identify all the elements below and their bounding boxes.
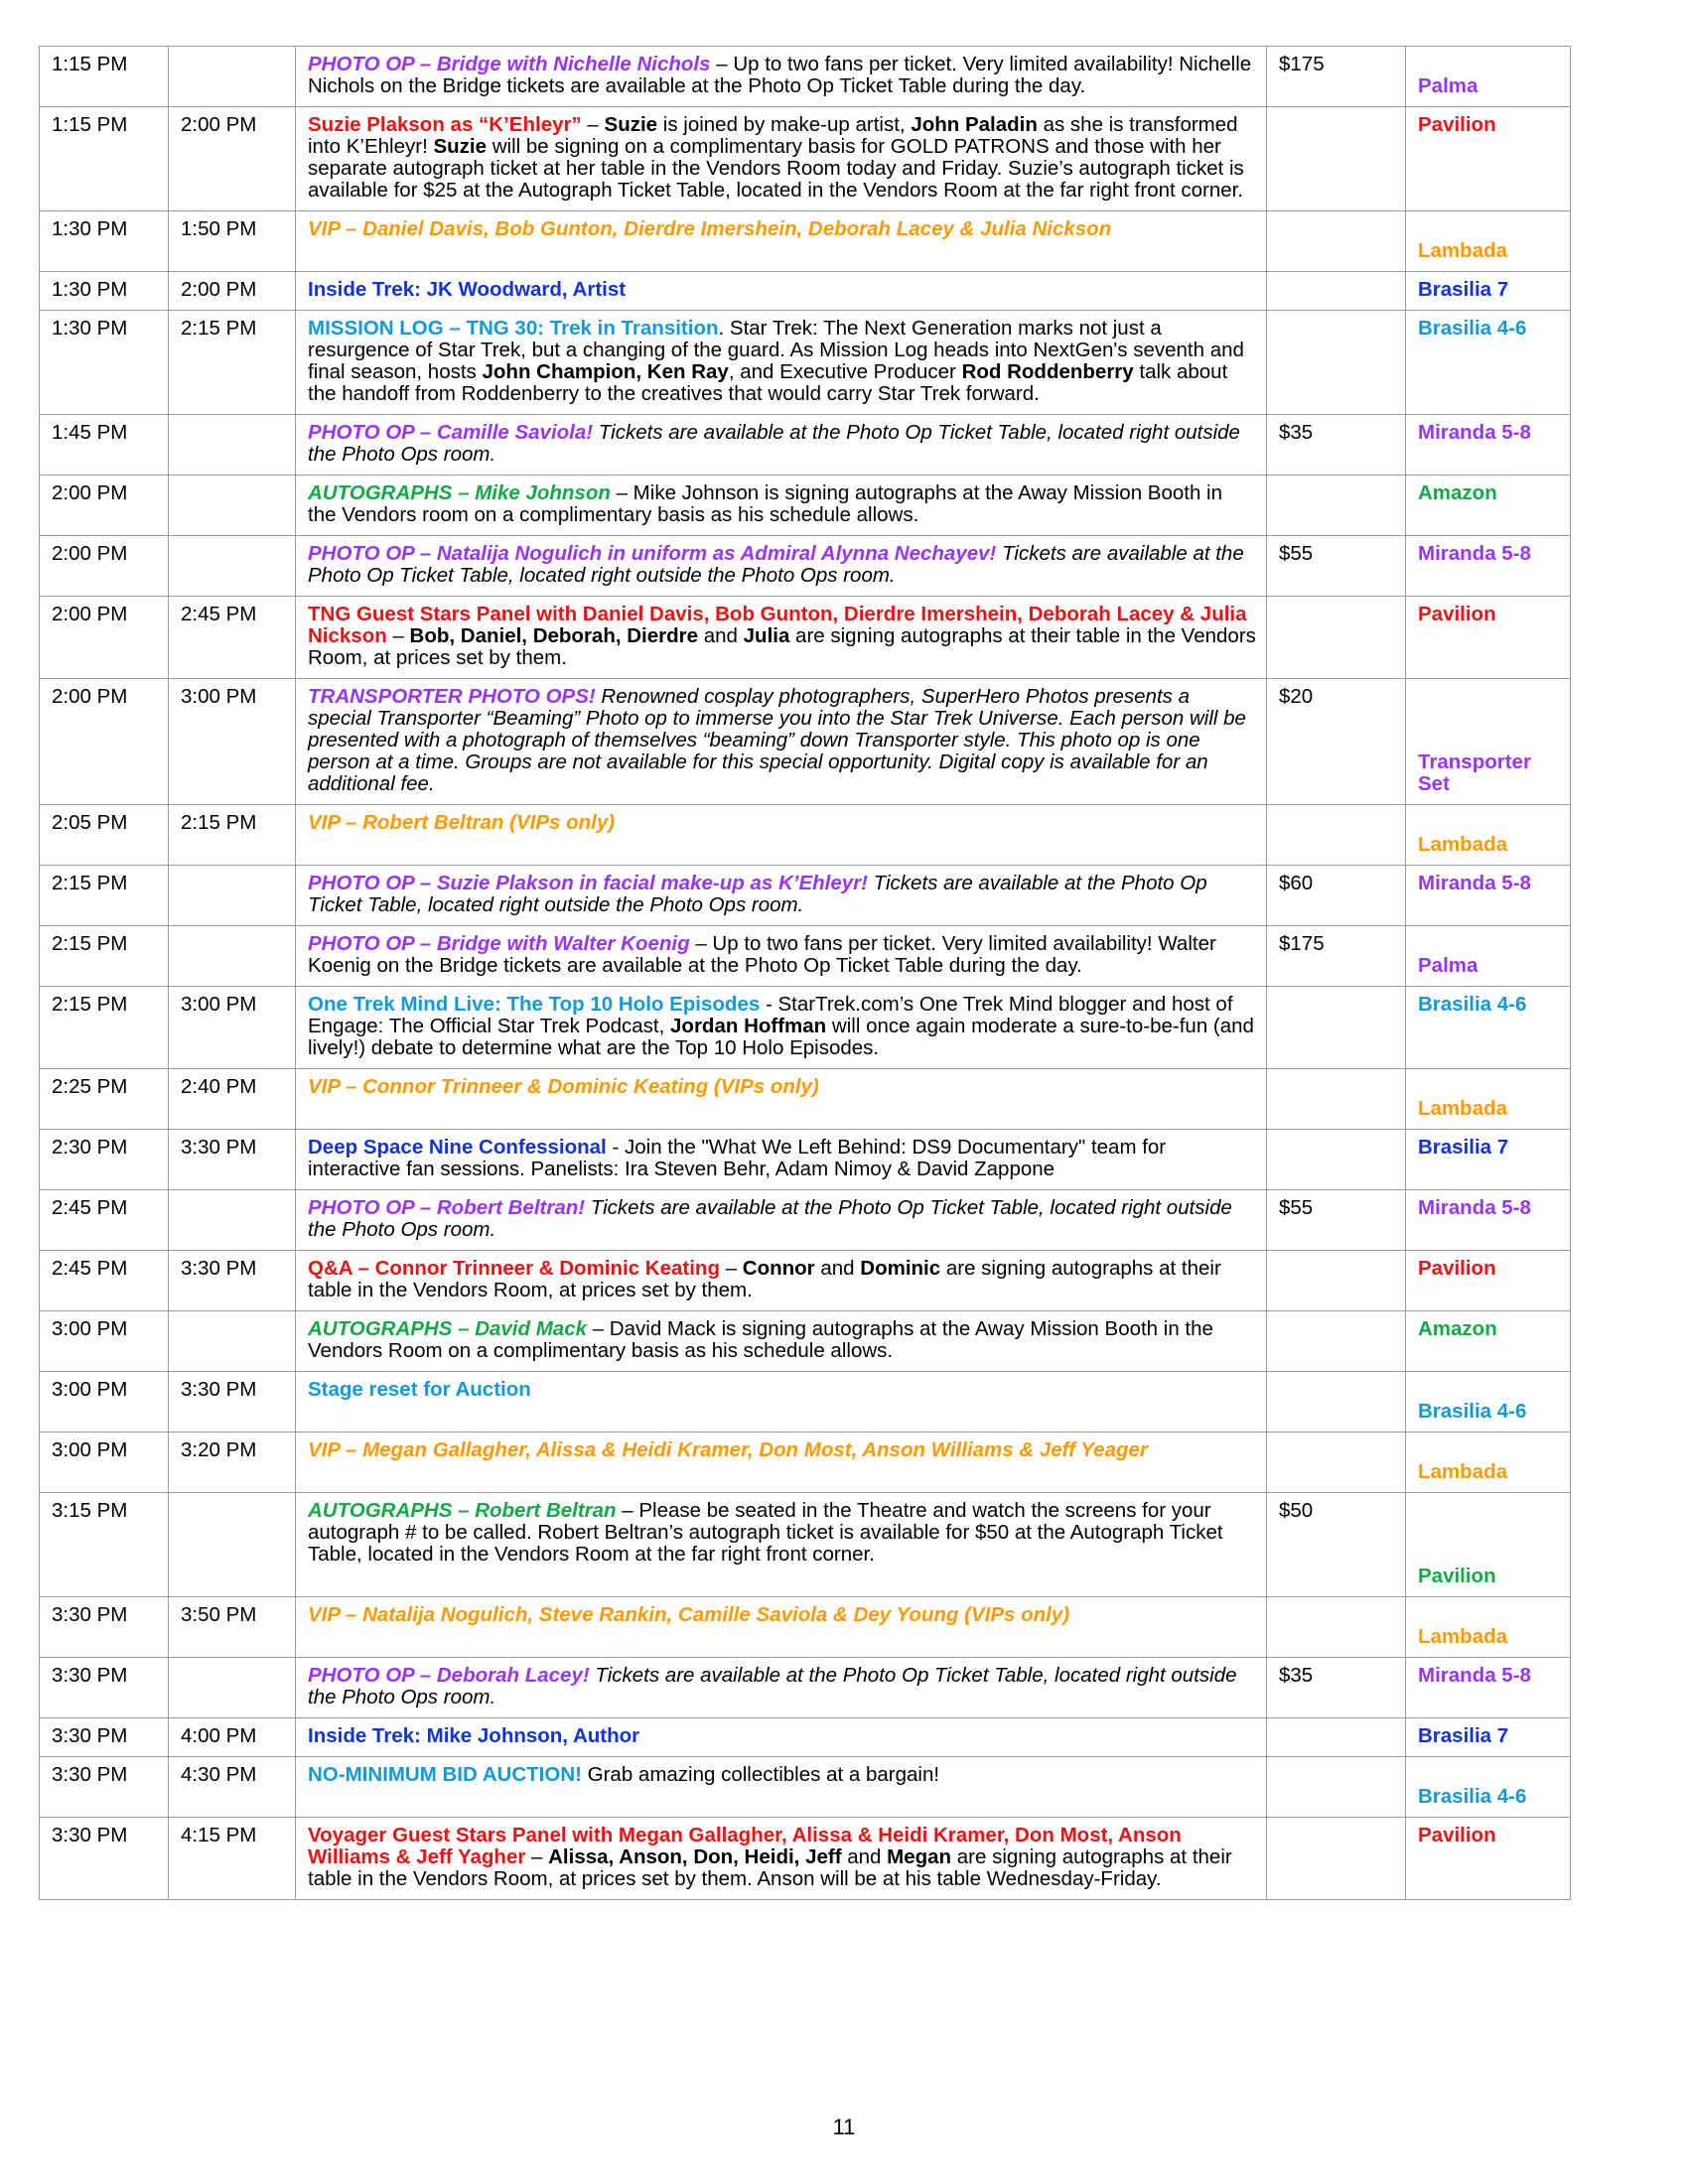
event-text: will be signing on a complimentary basis for GOLD PATRONS and those with her separate autograph ticket at her table in the Vendors Room today and Friday. Suzie’s autograph ticket is available for $25 at the Autograph Ticket Table, located in the Vendors Room at the far right front corner. (308, 135, 1244, 202)
event-description (296, 1493, 1267, 1597)
schedule-row (40, 1757, 1571, 1818)
event-text: Jordan Hoffman (670, 1015, 827, 1037)
room-cell (1406, 1718, 1571, 1757)
event-text: and (698, 624, 744, 647)
room-name: Brasilia 4-6 (1418, 317, 1527, 340)
start-time: 3:15 PM (40, 1493, 169, 1597)
event-description (296, 1372, 1267, 1433)
start-time: 2:15 PM (40, 926, 169, 987)
schedule-row (40, 1311, 1571, 1372)
room-name: Palma (1418, 74, 1478, 97)
ticket-price: $35 (1267, 415, 1406, 476)
ticket-price: $20 (1267, 679, 1406, 805)
event-text: Tickets are available at the Photo Op Ticket Table, located right outside the Photo Ops room. (308, 421, 1240, 466)
event-text: - Join the "What We Left Behind: DS9 Documentary" team for interactive fan sessions. Panelists: Ira Steven Behr, Adam Nimoy & David Zappone (308, 1136, 1167, 1180)
room-cell (1406, 597, 1571, 679)
schedule-row (40, 679, 1571, 805)
event-text: – (525, 1845, 549, 1868)
start-time: 1:30 PM (40, 311, 169, 415)
event-text: - StarTrek.com’s One Trek Mind blogger and host of Engage: The Official Star Trek Podcast, (308, 993, 1233, 1037)
room-cell (1406, 1597, 1571, 1658)
event-description (296, 679, 1267, 805)
schedule-row (40, 536, 1571, 597)
room-name: Brasilia 7 (1418, 1724, 1509, 1747)
end-time (169, 415, 296, 476)
start-time: 3:30 PM (40, 1818, 169, 1900)
room-name: Amazon (1418, 481, 1497, 504)
end-time (169, 866, 296, 926)
room-name: Miranda 5-8 (1418, 872, 1531, 894)
event-text: Julia (743, 624, 790, 647)
start-time: 1:15 PM (40, 107, 169, 211)
event-text: , and Executive Producer (728, 360, 962, 383)
room-name: Miranda 5-8 (1418, 1664, 1531, 1687)
room-name: Transporter Set (1418, 751, 1531, 795)
event-description (296, 1597, 1267, 1658)
end-time: 1:50 PM (169, 211, 296, 272)
schedule-row (40, 926, 1571, 987)
event-text: Alissa, Anson, Don, Heidi, Jeff (548, 1845, 842, 1868)
event-text: – (386, 624, 410, 647)
event-text: is joined by make-up artist, (657, 113, 912, 136)
room-name: Brasilia 7 (1418, 278, 1509, 301)
start-time: 1:30 PM (40, 272, 169, 311)
event-title: Stage reset for Auction (308, 1378, 531, 1401)
event-text: are signing autographs at their table in the Vendors Room, at prices set by them. (308, 1257, 1221, 1301)
room-cell (1406, 1251, 1571, 1311)
room-cell (1406, 415, 1571, 476)
end-time: 2:00 PM (169, 107, 296, 211)
ticket-price: $60 (1267, 866, 1406, 926)
room-cell (1406, 1190, 1571, 1251)
event-title: VIP – Megan Gallagher, Alissa & Heidi Kramer, Don Most, Anson Williams & Jeff Yeager (308, 1438, 1148, 1461)
start-time: 2:05 PM (40, 805, 169, 866)
start-time: 3:30 PM (40, 1597, 169, 1658)
event-text: are signing autographs at their table in the Vendors Room, at prices set by them. (308, 624, 1256, 669)
event-text: as she is transformed into K’Ehleyr! (308, 113, 1238, 158)
start-time: 2:25 PM (40, 1069, 169, 1130)
ticket-price (1267, 272, 1406, 311)
event-description (296, 597, 1267, 679)
ticket-price: $50 (1267, 1493, 1406, 1597)
schedule-row (40, 1372, 1571, 1433)
ticket-price (1267, 1251, 1406, 1311)
schedule-row (40, 987, 1571, 1069)
room-name: Pavilion (1418, 113, 1496, 136)
schedule-row (40, 211, 1571, 272)
end-time: 4:15 PM (169, 1818, 296, 1900)
event-text: – (581, 113, 605, 136)
event-text: Megan (887, 1845, 952, 1868)
event-text: Suzie (433, 135, 488, 158)
start-time: 2:00 PM (40, 536, 169, 597)
room-cell (1406, 1372, 1571, 1433)
event-title: TNG Guest Stars Panel with Daniel Davis, Bob Gunton, Dierdre Imershein, Deborah Lacey & Julia Nickson (308, 603, 1247, 647)
start-time: 2:00 PM (40, 597, 169, 679)
room-name: Amazon (1418, 1317, 1497, 1340)
event-text: John Paladin (911, 113, 1038, 136)
ticket-price (1267, 1311, 1406, 1372)
end-time (169, 926, 296, 987)
event-text: Bob, Daniel, Deborah, Dierdre (409, 624, 699, 647)
start-time: 2:45 PM (40, 1190, 169, 1251)
event-text: talk about the handoff from Roddenberry to the creatives that would carry Star Trek forward. (308, 360, 1228, 405)
event-title: AUTOGRAPHS – David Mack (308, 1317, 588, 1340)
event-title: PHOTO OP – Deborah Lacey! (308, 1664, 590, 1687)
end-time: 2:45 PM (169, 597, 296, 679)
schedule-row (40, 1597, 1571, 1658)
room-name: Brasilia 4-6 (1418, 1400, 1527, 1423)
event-text: . Star Trek: The Next Generation marks not just a resurgence of Star Trek, but a changing of the guard. As Mission Log heads into NextGen's seventh and final season, hosts (308, 317, 1244, 383)
event-text: and (841, 1845, 888, 1868)
event-description (296, 1251, 1267, 1311)
event-title: Voyager Guest Stars Panel with Megan Gallagher, Alissa & Heidi Kramer, Don Most, Anson Williams & Jeff Yagher (308, 1824, 1182, 1868)
event-text: and (814, 1257, 861, 1280)
event-text: Tickets are available at the Photo Op Ticket Table, located right outside the Photo Ops room. (308, 1196, 1232, 1241)
room-cell (1406, 211, 1571, 272)
room-cell (1406, 679, 1571, 805)
ticket-price: $175 (1267, 47, 1406, 107)
room-cell (1406, 536, 1571, 597)
event-description (296, 1433, 1267, 1493)
end-time: 3:50 PM (169, 1597, 296, 1658)
room-name: Lambada (1418, 1460, 1507, 1483)
event-description (296, 1190, 1267, 1251)
end-time: 3:30 PM (169, 1251, 296, 1311)
event-description (296, 272, 1267, 311)
room-name: Brasilia 4-6 (1418, 993, 1527, 1016)
start-time: 1:45 PM (40, 415, 169, 476)
ticket-price (1267, 311, 1406, 415)
schedule-row (40, 1493, 1571, 1597)
event-text: – Mike Johnson is signing autographs at the Away Mission Booth in the Vendors room on a complimentary basis as his schedule allows. (308, 481, 1223, 526)
event-text: Tickets are available at the Photo Op Ticket Table, located right outside the Photo Ops room. (308, 542, 1244, 587)
room-name: Lambada (1418, 239, 1507, 262)
room-cell (1406, 1757, 1571, 1818)
event-description (296, 1311, 1267, 1372)
event-text: Grab amazing collectibles at a bargain! (581, 1763, 940, 1786)
schedule-row (40, 1251, 1571, 1311)
schedule-row (40, 476, 1571, 536)
schedule-row (40, 1818, 1571, 1900)
end-time (169, 536, 296, 597)
ticket-price (1267, 107, 1406, 211)
room-cell (1406, 1069, 1571, 1130)
event-text: Rod Roddenberry (961, 360, 1134, 383)
start-time: 3:00 PM (40, 1433, 169, 1493)
event-title: Inside Trek: Mike Johnson, Author (308, 1724, 640, 1747)
ticket-price (1267, 987, 1406, 1069)
room-cell (1406, 987, 1571, 1069)
event-title: Suzie Plakson as “K’Ehleyr” (308, 113, 582, 136)
start-time: 2:45 PM (40, 1251, 169, 1311)
ticket-price: $55 (1267, 1190, 1406, 1251)
schedule-row (40, 1190, 1571, 1251)
room-cell (1406, 926, 1571, 987)
end-time: 2:00 PM (169, 272, 296, 311)
end-time: 3:00 PM (169, 679, 296, 805)
schedule-row (40, 1658, 1571, 1718)
event-description (296, 1718, 1267, 1757)
event-text: Dominic (860, 1257, 941, 1280)
schedule-row (40, 47, 1571, 107)
room-name: Palma (1418, 954, 1478, 977)
room-cell (1406, 47, 1571, 107)
schedule-table (39, 46, 1571, 1900)
schedule-row (40, 1433, 1571, 1493)
event-text: – Please be seated in the Theatre and watch the screens for your autograph # to be called. Robert Beltran’s autograph ticket is available for $50 at the Autograph Ticket Table, located in the Vendors Room at the far right front corner. (308, 1499, 1223, 1566)
event-text: Connor (742, 1257, 815, 1280)
event-title: PHOTO OP – Robert Beltran! (308, 1196, 586, 1219)
event-title: MISSION LOG – TNG 30: Trek in Transition (308, 317, 719, 340)
end-time: 3:00 PM (169, 987, 296, 1069)
event-title: TRANSPORTER PHOTO OPS! (308, 685, 596, 708)
schedule-row (40, 597, 1571, 679)
room-name: Miranda 5-8 (1418, 1196, 1531, 1219)
room-cell (1406, 866, 1571, 926)
event-description (296, 107, 1267, 211)
event-description (296, 211, 1267, 272)
event-title: Deep Space Nine Confessional (308, 1136, 607, 1159)
end-time (169, 1658, 296, 1718)
room-cell (1406, 1658, 1571, 1718)
ticket-price: $175 (1267, 926, 1406, 987)
ticket-price (1267, 597, 1406, 679)
room-cell (1406, 107, 1571, 211)
event-text: – Up to two fans per ticket. Very limited availability! Walter Koenig on the Bridge tickets are available at the Photo Op Ticket Table during the day. (308, 932, 1216, 977)
event-description (296, 1658, 1267, 1718)
ticket-price (1267, 211, 1406, 272)
room-name: Brasilia 7 (1418, 1136, 1509, 1159)
end-time (169, 476, 296, 536)
room-cell (1406, 805, 1571, 866)
event-title: PHOTO OP – Bridge with Walter Koenig (308, 932, 690, 955)
event-title: Inside Trek: JK Woodward, Artist (308, 278, 627, 301)
end-time (169, 47, 296, 107)
event-description (296, 415, 1267, 476)
room-name: Lambada (1418, 833, 1507, 856)
ticket-price (1267, 1372, 1406, 1433)
schedule-body (40, 47, 1571, 1900)
event-description (296, 536, 1267, 597)
schedule-row (40, 311, 1571, 415)
room-name: Lambada (1418, 1625, 1507, 1648)
event-text: – (719, 1257, 743, 1280)
event-description (296, 1069, 1267, 1130)
room-cell (1406, 1311, 1571, 1372)
event-text: – David Mack is signing autographs at the Away Mission Booth in the Vendors Room on a complimentary basis as his schedule allows. (308, 1317, 1213, 1362)
ticket-price (1267, 1757, 1406, 1818)
schedule-row (40, 272, 1571, 311)
start-time: 2:15 PM (40, 987, 169, 1069)
schedule-row (40, 1718, 1571, 1757)
event-text: Suzie (604, 113, 658, 136)
end-time: 2:40 PM (169, 1069, 296, 1130)
end-time: 4:30 PM (169, 1757, 296, 1818)
start-time: 1:30 PM (40, 211, 169, 272)
event-text: Renowned cosplay photographers, SuperHero Photos presents a special Transporter “Beaming” Photo op to immerse you into the Star Trek Universe. Each person will be presented with a photograph of themselves “beaming” down Transporter style. This photo op is one person at a time. Groups are not available for this special opportunity. Digital copy is available for an additional fee. (308, 685, 1246, 795)
room-name: Pavilion (1418, 603, 1496, 625)
room-name: Miranda 5-8 (1418, 421, 1531, 444)
start-time: 3:30 PM (40, 1757, 169, 1818)
start-time: 3:00 PM (40, 1372, 169, 1433)
ticket-price (1267, 1597, 1406, 1658)
end-time: 2:15 PM (169, 311, 296, 415)
end-time: 2:15 PM (169, 805, 296, 866)
event-description (296, 476, 1267, 536)
event-text: – Up to two fans per ticket. Very limited availability! Nichelle Nichols on the Bridge tickets are available at the Photo Op Ticket Table during the day. (308, 53, 1252, 97)
event-description (296, 47, 1267, 107)
schedule-row (40, 805, 1571, 866)
start-time: 1:15 PM (40, 47, 169, 107)
schedule-row (40, 866, 1571, 926)
event-title: PHOTO OP – Bridge with Nichelle Nichols (308, 53, 711, 75)
event-title: PHOTO OP – Natalija Nogulich in uniform as Admiral Alynna Nechayev! (308, 542, 997, 565)
ticket-price: $55 (1267, 536, 1406, 597)
event-title: VIP – Daniel Davis, Bob Gunton, Dierdre Imershein, Deborah Lacey & Julia Nickson (308, 217, 1112, 240)
event-description (296, 987, 1267, 1069)
ticket-price (1267, 1718, 1406, 1757)
end-time: 4:00 PM (169, 1718, 296, 1757)
event-text: John Champion, Ken Ray (482, 360, 729, 383)
end-time (169, 1311, 296, 1372)
event-description (296, 866, 1267, 926)
page-number: 11 (832, 2115, 856, 2139)
event-text: Tickets are available at the Photo Op Ticket Table, located right outside the Photo Ops room. (308, 872, 1207, 916)
start-time: 2:00 PM (40, 679, 169, 805)
schedule-row (40, 415, 1571, 476)
event-description (296, 926, 1267, 987)
event-text: will once again moderate a sure-to-be-fun (and lively!) debate to determine what are the Top 10 Holo Episodes. (308, 1015, 1254, 1059)
room-cell (1406, 272, 1571, 311)
event-title: PHOTO OP – Camille Saviola! (308, 421, 594, 444)
room-cell (1406, 1130, 1571, 1190)
room-name: Pavilion (1418, 1824, 1496, 1846)
event-description (296, 805, 1267, 866)
event-title: VIP – Connor Trinneer & Dominic Keating (VIPs only) (308, 1075, 819, 1098)
event-title: NO-MINIMUM BID AUCTION! (308, 1763, 582, 1786)
room-cell (1406, 1818, 1571, 1900)
schedule-row (40, 1130, 1571, 1190)
event-title: One Trek Mind Live: The Top 10 Holo Episodes (308, 993, 761, 1016)
room-cell (1406, 1433, 1571, 1493)
event-title: VIP – Natalija Nogulich, Steve Rankin, Camille Saviola & Dey Young (VIPs only) (308, 1603, 1070, 1626)
ticket-price (1267, 1130, 1406, 1190)
ticket-price (1267, 1069, 1406, 1130)
end-time (169, 1190, 296, 1251)
room-name: Miranda 5-8 (1418, 542, 1531, 565)
end-time: 3:30 PM (169, 1372, 296, 1433)
start-time: 3:00 PM (40, 1311, 169, 1372)
event-description (296, 1130, 1267, 1190)
end-time: 3:20 PM (169, 1433, 296, 1493)
room-cell (1406, 1493, 1571, 1597)
event-title: PHOTO OP – Suzie Plakson in facial make-up as K’Ehleyr! (308, 872, 868, 894)
start-time: 3:30 PM (40, 1658, 169, 1718)
event-description (296, 1818, 1267, 1900)
end-time (169, 1493, 296, 1597)
schedule-row (40, 1069, 1571, 1130)
room-name: Pavilion (1418, 1565, 1496, 1587)
event-title: Q&A – Connor Trinneer & Dominic Keating (308, 1257, 720, 1280)
room-name: Lambada (1418, 1097, 1507, 1120)
room-name: Brasilia 4-6 (1418, 1785, 1527, 1808)
room-cell (1406, 476, 1571, 536)
event-description (296, 1757, 1267, 1818)
ticket-price (1267, 805, 1406, 866)
ticket-price (1267, 1818, 1406, 1900)
room-cell (1406, 311, 1571, 415)
event-title: AUTOGRAPHS – Robert Beltran (308, 1499, 617, 1522)
room-name: Pavilion (1418, 1257, 1496, 1280)
event-title: VIP – Robert Beltran (VIPs only) (308, 811, 616, 834)
ticket-price (1267, 476, 1406, 536)
event-description (296, 311, 1267, 415)
schedule-row (40, 107, 1571, 211)
start-time: 2:00 PM (40, 476, 169, 536)
end-time: 3:30 PM (169, 1130, 296, 1190)
start-time: 2:15 PM (40, 866, 169, 926)
event-title: AUTOGRAPHS – Mike Johnson (308, 481, 611, 504)
ticket-price (1267, 1433, 1406, 1493)
event-text: are signing autographs at their table in the Vendors Room, at prices set by them. Anson will be at his table Wednesday-Friday. (308, 1845, 1232, 1890)
event-text: Tickets are available at the Photo Op Ticket Table, located right outside the Photo Ops room. (308, 1664, 1237, 1708)
start-time: 3:30 PM (40, 1718, 169, 1757)
ticket-price: $35 (1267, 1658, 1406, 1718)
start-time: 2:30 PM (40, 1130, 169, 1190)
